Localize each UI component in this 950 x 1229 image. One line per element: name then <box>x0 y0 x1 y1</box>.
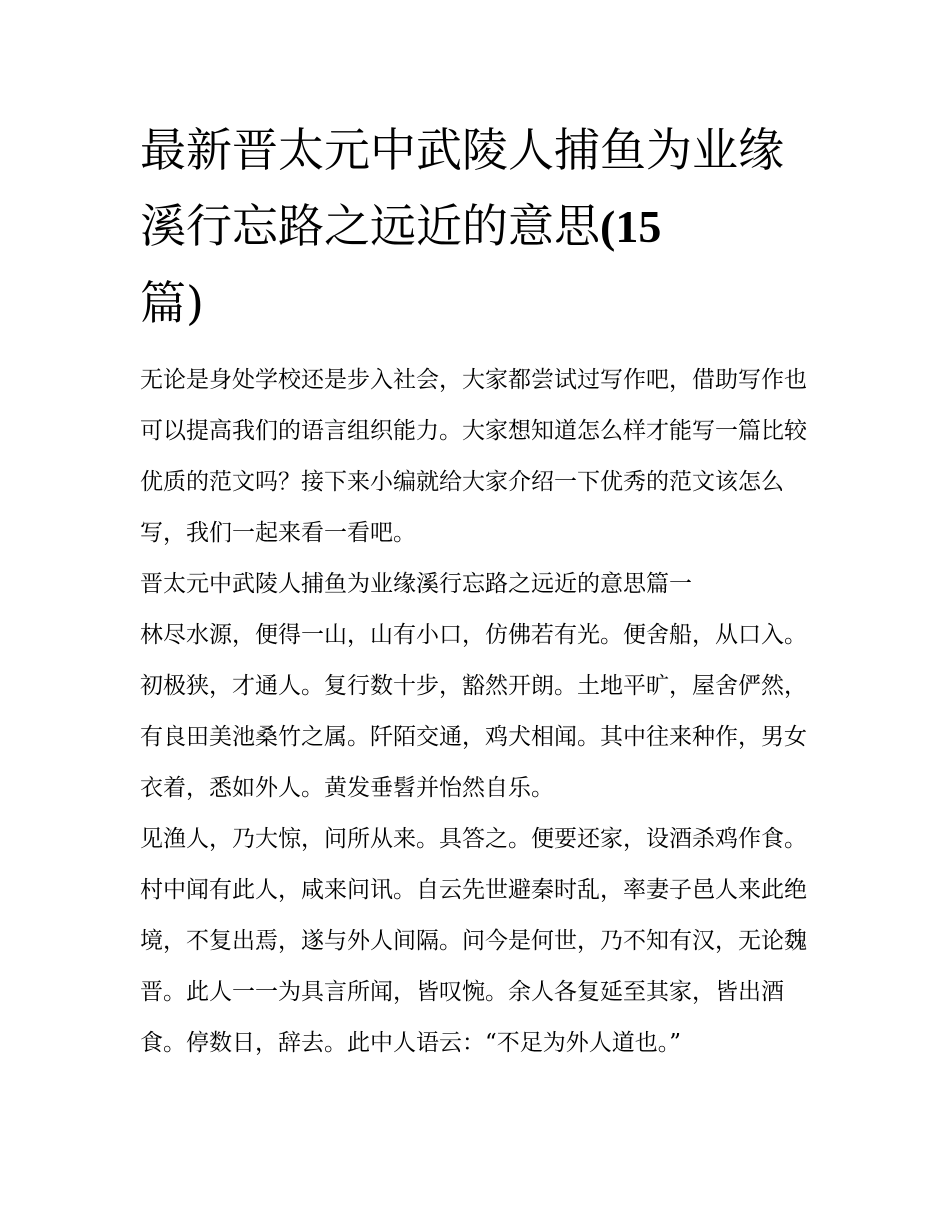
title-end: 篇) <box>140 276 204 330</box>
section-subtitle: 晋太元中武陵人捕鱼为业缘溪行忘路之远近的意思篇一 <box>140 571 692 597</box>
title-text: 最新晋太元中武陵人捕鱼为业缘溪行忘路之远近的意思 <box>140 123 784 253</box>
document-title <box>140 112 820 341</box>
intro-paragraph: 无论是身处学校还是步入社会，大家都尝试过写作吧，借助写作也可以提高我们的语言组织能力。大家想知道怎么样才能写一篇比较优质的范文吗？接下来小编就给大家介绍一下优秀的范文该怎么写，我们一起来看一看吧。 <box>140 367 807 546</box>
title-count: (15 <box>600 201 662 252</box>
body-paragraph-2: 见渔人，乃大惊，问所从来。具答之。便要还家，设酒杀鸡作食。村中闻有此人，咸来问讯。自云先世避秦时乱，率妻子邑人来此绝境，不复出焉，遂与外人间隔。问今是何世，乃不知有汉，无论魏晋。此人一一为具言所闻，皆叹惋。余人各复延至其家，皆出酒食。停数日，辞去。此中人语云：“不足为外人道也。” <box>140 826 807 1056</box>
body-paragraph-1: 林尽水源，便得一山，山有小口，仿佛若有光。便舍船，从口入。初极狭，才通人。复行数十步，豁然开朗。土地平旷，屋舍俨然，有良田美池桑竹之属。阡陌交通，鸡犬相闻。其中往来种作，男女衣着，悉如外人。黄发垂髫并怡然自乐。 <box>140 622 807 801</box>
